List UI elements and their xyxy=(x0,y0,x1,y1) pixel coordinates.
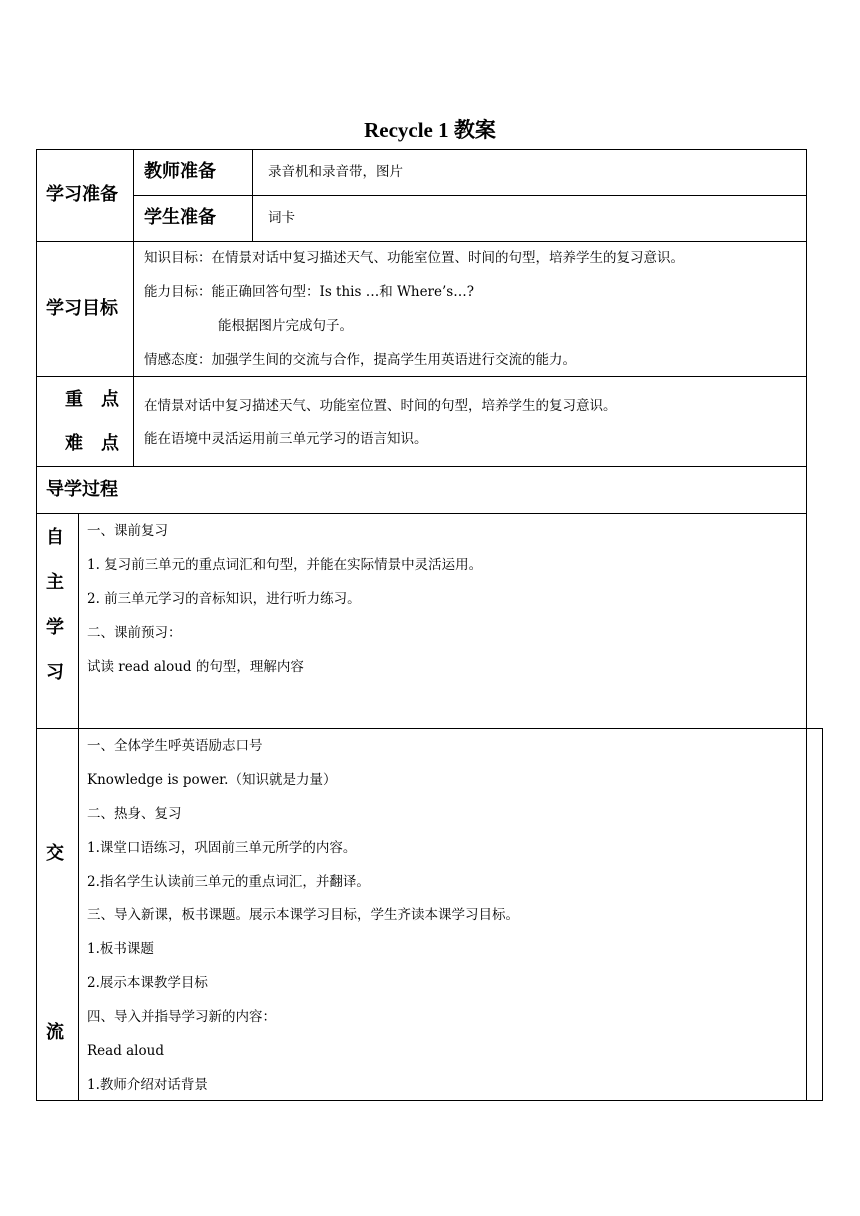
row-line xyxy=(36,466,807,467)
key-point-label: 重 点 xyxy=(65,389,119,410)
self-study-line: 二、课前预习： xyxy=(87,625,182,641)
self-study-line: 一、课前复习 xyxy=(87,523,168,539)
student-prep-value: 词卡 xyxy=(268,210,295,226)
col-line xyxy=(822,728,823,1101)
row-line xyxy=(36,149,807,150)
exchange-line: 2.展示本课教学目标 xyxy=(87,975,208,991)
exchange-line: 三、导入新课，板书课题。展示本课学习目标，学生齐读本课学习目标。 xyxy=(87,907,519,923)
exchange-line: Read aloud xyxy=(87,1043,164,1059)
exchange-line: 一、全体学生呼英语励志口号 xyxy=(87,738,263,754)
col-line xyxy=(806,149,807,1101)
self-study-char: 自 xyxy=(46,527,64,548)
col-line xyxy=(133,149,134,467)
exchange-line: 1.课堂口语练习，巩固前三单元所学的内容。 xyxy=(87,840,357,856)
exchange-line: 二、热身、复习 xyxy=(87,806,182,822)
row-line xyxy=(36,1100,823,1101)
teacher-prep-value: 录音机和录音带，图片 xyxy=(268,164,403,180)
goals-label: 学习目标 xyxy=(46,298,118,319)
row-line xyxy=(36,728,823,729)
process-label: 导学过程 xyxy=(46,479,118,500)
teacher-prep-label: 教师准备 xyxy=(144,161,216,182)
goal-line: 能根据图片完成句子。 xyxy=(218,318,353,334)
difficult-point-label: 难 点 xyxy=(65,433,119,454)
exchange-line: Knowledge is power.（知识就是力量） xyxy=(87,772,337,788)
student-prep-label: 学生准备 xyxy=(144,207,216,228)
difficult-point-text: 能在语境中灵活运用前三单元学习的语言知识。 xyxy=(144,431,428,447)
self-study-line: 1. 复习前三单元的重点词汇和句型，并能在实际情景中灵活运用。 xyxy=(87,557,483,573)
self-study-char: 学 xyxy=(46,617,64,638)
col-line xyxy=(36,149,37,1101)
goal-line: 情感态度：加强学生间的交流与合作，提高学生用英语进行交流的能力。 xyxy=(144,352,576,368)
row-line xyxy=(133,195,807,196)
prep-label: 学习准备 xyxy=(46,184,118,205)
document-title: Recycle 1 教案 xyxy=(364,118,496,142)
row-line xyxy=(36,376,807,377)
goal-line: 能力目标：能正确回答句型：Is this …和 Where’s…? xyxy=(144,284,474,300)
self-study-char: 习 xyxy=(46,662,64,683)
row-line xyxy=(36,241,807,242)
exchange-line: 四、导入并指导学习新的内容： xyxy=(87,1009,276,1025)
exchange-line: 2.指名学生认读前三单元的重点词汇，并翻译。 xyxy=(87,874,370,890)
exchange-line: 1.板书课题 xyxy=(87,941,154,957)
exchange-line: 1.教师介绍对话背景 xyxy=(87,1077,208,1093)
goal-line: 知识目标：在情景对话中复习描述天气、功能室位置、时间的句型，培养学生的复习意识。 xyxy=(144,250,684,266)
key-point-text: 在情景对话中复习描述天气、功能室位置、时间的句型，培养学生的复习意识。 xyxy=(144,398,617,414)
row-line xyxy=(36,513,807,514)
exchange-char: 交 xyxy=(46,843,64,864)
col-line xyxy=(252,149,253,241)
self-study-char: 主 xyxy=(46,572,64,593)
col-line xyxy=(78,513,79,1101)
self-study-line: 2. 前三单元学习的音标知识，进行听力练习。 xyxy=(87,591,361,607)
exchange-char: 流 xyxy=(46,1022,64,1043)
self-study-line: 试读 read aloud 的句型，理解内容 xyxy=(87,659,304,675)
